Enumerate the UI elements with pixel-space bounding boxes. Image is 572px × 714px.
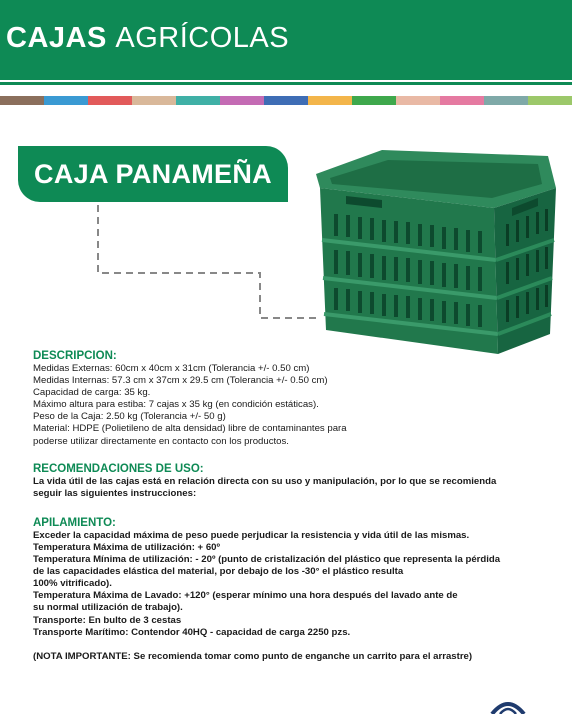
apilamiento-line: Temperatura Máxima de Lavado: +120° (esperar mínimo una hora después del lavado ante de xyxy=(33,590,458,602)
descripcion-line: Material: HDPE (Polietileno de alta densidad) libre de contaminantes para xyxy=(33,423,347,435)
section-apilamiento xyxy=(33,516,563,639)
descripcion-line: Medidas Internas: 57.3 cm x 37cm x 29.5 cm (Tolerancia +/- 0.50 cm) xyxy=(33,375,328,387)
descripcion-line: Máximo altura para estiba: 7 cajas x 35 kg (en condición estáticas). xyxy=(33,399,319,411)
connector-line xyxy=(98,205,316,318)
header-title-bold: CAJAS xyxy=(6,22,107,54)
apilamiento-line: Transporte Marítimo: Contendor 40HQ - capacidad de carga 2250 pzs. xyxy=(33,626,351,638)
section-recomendaciones xyxy=(33,462,563,500)
brand-logo-icon xyxy=(488,700,528,714)
apilamiento-line: su normal utilización de trabajo). xyxy=(33,602,183,614)
descripcion-line: Peso de la Caja: 2.50 kg (Tolerancia +/- 50 g) xyxy=(33,411,226,423)
descripcion-title: DESCRIPCION: xyxy=(33,350,117,362)
apilamiento-line: Exceder la capacidad máxima de peso puede perjudicar la resistencia y vida útil de las mismas. xyxy=(33,529,470,541)
recomendaciones-line: La vida útil de las cajas está en relación directa con su uso y manipulación, por lo que se recomienda xyxy=(33,475,497,487)
apilamiento-lines xyxy=(33,530,563,639)
apilamiento-line: Transporte: En bulto de 3 cestas xyxy=(33,614,182,626)
section-descripcion xyxy=(33,349,563,448)
recomendaciones-title: RECOMENDACIONES DE USO: xyxy=(33,462,204,475)
descripcion-line: poderse utilizar directamente en contacto con los productos. xyxy=(33,435,289,447)
recomendaciones-line: seguir las siguientes instrucciones: xyxy=(33,487,197,499)
descripcion-line: Capacidad de carga: 35 kg. xyxy=(33,387,151,399)
header-title-light: AGRÍCOLAS xyxy=(115,22,290,54)
descripcion-line: Medidas Externas: 60cm x 40cm x 31cm (Tolerancia +/- 0.50 cm) xyxy=(33,363,310,374)
spec-content xyxy=(33,349,563,663)
apilamiento-line: Temperatura Máxima de utilización: + 60º xyxy=(33,541,220,553)
recomendaciones-lines xyxy=(33,476,563,500)
nota-importante: (NOTA IMPORTANTE: Se recomienda tomar como punto de enganche un carrito para el arrastre) xyxy=(33,650,473,662)
apilamiento-line: 100% vitrificado). xyxy=(33,578,112,590)
green-crate-image xyxy=(312,148,562,360)
descripcion-lines xyxy=(33,363,563,448)
apilamiento-title: APILAMIENTO: xyxy=(33,516,116,529)
product-title: CAJA PANAMEÑA xyxy=(34,158,272,189)
apilamiento-line: de las capacidades elástica del material, por debajo de los -30° el plástico resulta xyxy=(33,566,404,578)
apilamiento-line: Temperatura Mínima de utilización: - 20º (punto de cristalización del plástico que representa la pérdida xyxy=(33,554,501,566)
